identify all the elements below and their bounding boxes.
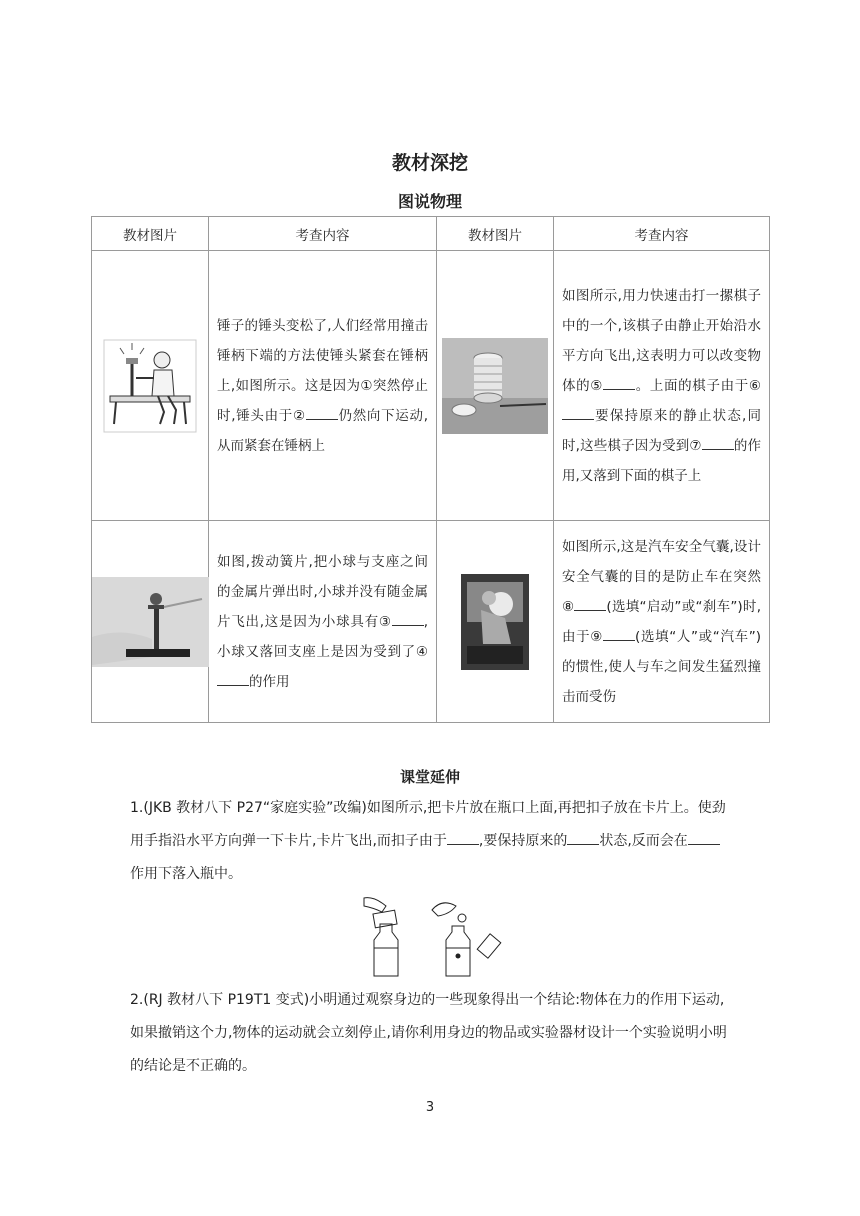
figure-table bbox=[91, 216, 770, 723]
header-cell: 考查内容 bbox=[209, 217, 437, 251]
chess-text-a: 如图所示,用力快速击打一摞棋子中的一个,该棋子由静止开始沿水平方向飞出,这表明力可以改变物体的⑤ bbox=[562, 287, 761, 394]
section-title: 教材深挖 bbox=[391, 152, 468, 174]
chess-pieces-photo bbox=[442, 338, 548, 434]
q1-text-c: 状态,反而会在 bbox=[599, 833, 688, 849]
airbag-photo bbox=[461, 574, 529, 670]
answer-blank-8 bbox=[574, 596, 606, 611]
q1-text-b: ,要保持原来的 bbox=[478, 833, 568, 849]
header-cell: 教材图片 bbox=[437, 217, 554, 251]
bottle-card-illustration bbox=[352, 896, 512, 980]
header-cell: 教材图片 bbox=[92, 217, 209, 251]
inertia-apparatus-figure-cell bbox=[92, 521, 209, 723]
extension-title: 课堂延伸 bbox=[399, 768, 460, 786]
answer-blank-3 bbox=[392, 611, 424, 626]
page-number: 3 bbox=[425, 1100, 435, 1115]
question-1 bbox=[130, 792, 730, 891]
answer-blank-6 bbox=[562, 405, 594, 420]
table-header-row bbox=[92, 217, 770, 251]
question-2: 2.(RJ 教材八下 P19T1 变式)小明通过观察身边的一些现象得出一个结论:物体在力的作用下运动,如果撤销这个力,物体的运动就会立刻停止,请你利用身边的物品或实验器材设计一个实验说明小明的结论是不正确的。 bbox=[130, 992, 727, 1074]
chess-description bbox=[554, 251, 770, 521]
chess-figure-cell bbox=[437, 251, 554, 521]
q1-blank-3 bbox=[688, 830, 720, 845]
airbag-text-c: (选填“人”或“汽车”)的惯性,使人与车之间发生猛烈撞击而受伤 bbox=[562, 628, 761, 705]
hammer-figure-cell bbox=[92, 251, 209, 521]
airbag-figure-cell bbox=[437, 521, 554, 723]
hammer-description bbox=[209, 251, 437, 521]
ball-text-c: 的作用 bbox=[249, 673, 290, 690]
q1-text-d: 作用下落入瓶中。 bbox=[130, 866, 242, 882]
answer-blank-2 bbox=[306, 405, 338, 420]
section-subtitle: 图说物理 bbox=[397, 192, 462, 211]
airbag-description bbox=[554, 521, 770, 723]
inertia-apparatus-photo bbox=[92, 577, 209, 667]
chess-text-b: 。上面的棋子由于⑥ bbox=[635, 377, 762, 394]
q1-blank-1 bbox=[447, 830, 479, 845]
q1-text-a: 1.(JKB 教材八下 P27“家庭实验”改编)如图所示,把卡片放在瓶口上面,再把扣子放在卡片上。使劲用手指沿水平方向弹一下卡片,卡片飞出,而扣子由于 bbox=[130, 800, 726, 849]
q1-blank-2 bbox=[567, 830, 599, 845]
chess-text-c: 要保持原来的静止状态,同时,这些棋子因为受到⑦ bbox=[562, 407, 761, 454]
header-cell: 考查内容 bbox=[554, 217, 770, 251]
airbag-text-a: 如图所示,这是汽车安全气囊,设计安全气囊的目的是防止车在突然⑧ bbox=[562, 538, 761, 615]
answer-blank-7 bbox=[702, 435, 734, 450]
ball-text-a: 如图,拨动簧片,把小球与支座之间的金属片弹出时,小球并没有随金属片飞出,这是因为小球具有③ bbox=[217, 553, 428, 630]
chess-text-d: 的作用,又落到下面的棋子上 bbox=[562, 437, 761, 484]
answer-blank-9 bbox=[603, 626, 635, 641]
ball-description bbox=[209, 521, 437, 723]
answer-blank-4 bbox=[217, 671, 249, 686]
airbag-text-b: (选填“启动”或“刹车”)时,由于⑨ bbox=[562, 598, 761, 645]
table-row bbox=[92, 251, 770, 521]
hammer-illustration bbox=[102, 338, 198, 434]
table-row bbox=[92, 521, 770, 723]
hammer-text-a: 锤子的锤头变松了,人们经常用撞击锤柄下端的方法使锤头紧套在锤柄上,如图所示。这是因为①突然停止时,锤头由于② bbox=[217, 317, 428, 424]
hammer-text-b: 仍然向下运动,从而紧套在锤柄上 bbox=[217, 407, 428, 454]
answer-blank-5 bbox=[603, 375, 635, 390]
ball-text-b: ,小球又落回支座上是因为受到了④ bbox=[217, 613, 428, 660]
